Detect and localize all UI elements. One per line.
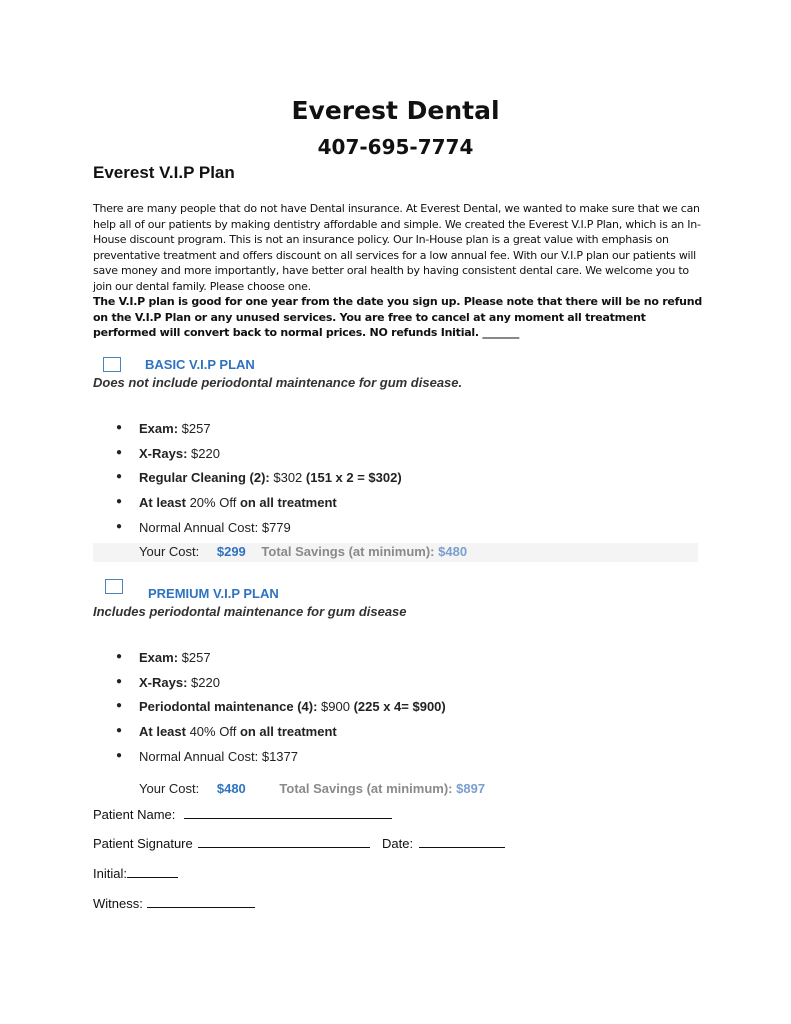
bullet-icon: ● <box>116 471 123 483</box>
list-item: ● At least 20% Off on all treatment <box>116 495 337 511</box>
your-cost-label: Your Cost: <box>139 544 200 559</box>
basic-cost-row <box>139 544 467 559</box>
patient-name-field[interactable] <box>184 806 392 819</box>
premium-cost-row <box>139 781 485 796</box>
basic-plan-description: Does not include periodontal maintenance for gum disease. <box>93 375 463 390</box>
bullet-icon: ● <box>116 700 123 712</box>
intro-text <box>93 201 703 341</box>
basic-your-cost: $299 <box>216 544 246 559</box>
page-title: Everest V.I.P Plan <box>93 163 235 182</box>
bullet-icon: ● <box>116 422 123 433</box>
list-item: ● X-Rays: $220 <box>116 445 220 461</box>
savings-label: Total Savings (at minimum): <box>279 781 453 796</box>
premium-plan-description: Includes periodontal maintenance for gum disease <box>93 604 407 619</box>
bullet-icon: ● <box>116 446 123 458</box>
bullet-icon: ● <box>116 651 123 662</box>
date-label: Date: <box>381 836 414 851</box>
patient-signature-label: Patient Signature <box>93 836 193 851</box>
basic-benefits-list <box>115 421 402 544</box>
list-item: ● At least 40% Off on all treatment <box>116 724 337 740</box>
intro-paragraph: There are many people that do not have Dental insurance. At Everest Dental, we wanted to make sure that we can help all of our patients by making dentistry affordable and simple. We created the Everest V.I.P Plan, which is an In-House discount program. This is not an insurance policy. Our In-House plan is a great value with emphasis on preventative treatment and offers discount on all services for a low annual fee. With our V.I.P plan our patients will save money and more importantly, have better oral health by having consistent dental care. We welcome you to join our dental family. Please choose one. <box>93 202 701 293</box>
date-field[interactable] <box>419 835 505 848</box>
patient-signature-field[interactable] <box>198 835 370 848</box>
basic-savings: $480 <box>438 544 468 559</box>
bullet-icon: ● <box>116 675 123 687</box>
patient-name-label: Patient Name: <box>93 807 176 822</box>
bullet-icon: ● <box>116 749 123 761</box>
bullet-icon: ● <box>116 520 123 532</box>
policy-paragraph: The V.I.P plan is good for one year from the date you sign up. Please note that there will be no refund on the V.I.P Plan or any unused services. You are free to cancel at any moment all treatment performed will convert back to normal prices. NO refunds Initial. _______ <box>93 295 702 339</box>
bullet-icon: ● <box>116 725 123 737</box>
premium-savings: $897 <box>456 781 486 796</box>
your-cost-label: Your Cost: <box>139 781 200 796</box>
premium-your-cost: $480 <box>216 781 246 796</box>
witness-row <box>93 895 255 911</box>
initial-row <box>93 865 178 881</box>
clinic-phone: 407-695-7774 <box>317 135 474 159</box>
list-item: ● Periodontal maintenance (4): $900 (225 x 4= $900) <box>116 699 446 715</box>
premium-plan-name: PREMIUM V.I.P PLAN <box>148 586 279 601</box>
bullet-icon: ● <box>116 496 123 508</box>
premium-benefits-list <box>115 650 446 773</box>
savings-label: Total Savings (at minimum): <box>261 544 435 559</box>
list-item: ● Normal Annual Cost: $779 <box>116 519 291 535</box>
witness-field[interactable] <box>147 895 255 908</box>
patient-signature-row <box>93 835 505 851</box>
list-item: ● X-Rays: $220 <box>116 674 220 690</box>
initial-label: Initial: <box>93 866 127 881</box>
premium-plan-checkbox[interactable] <box>105 579 123 594</box>
list-item: ● Regular Cleaning (2): $302 (151 x 2 = $302) <box>116 470 402 486</box>
list-item: ● Normal Annual Cost: $1377 <box>116 748 298 764</box>
list-item: ● Exam: $257 <box>116 650 211 665</box>
initial-field[interactable] <box>127 865 178 878</box>
patient-name-row <box>93 806 392 822</box>
clinic-name: Everest Dental <box>291 96 500 125</box>
list-item: ● Exam: $257 <box>116 421 211 436</box>
basic-plan-name: BASIC V.I.P PLAN <box>145 357 255 372</box>
witness-label: Witness: <box>93 896 143 911</box>
basic-plan-checkbox[interactable] <box>103 357 121 372</box>
